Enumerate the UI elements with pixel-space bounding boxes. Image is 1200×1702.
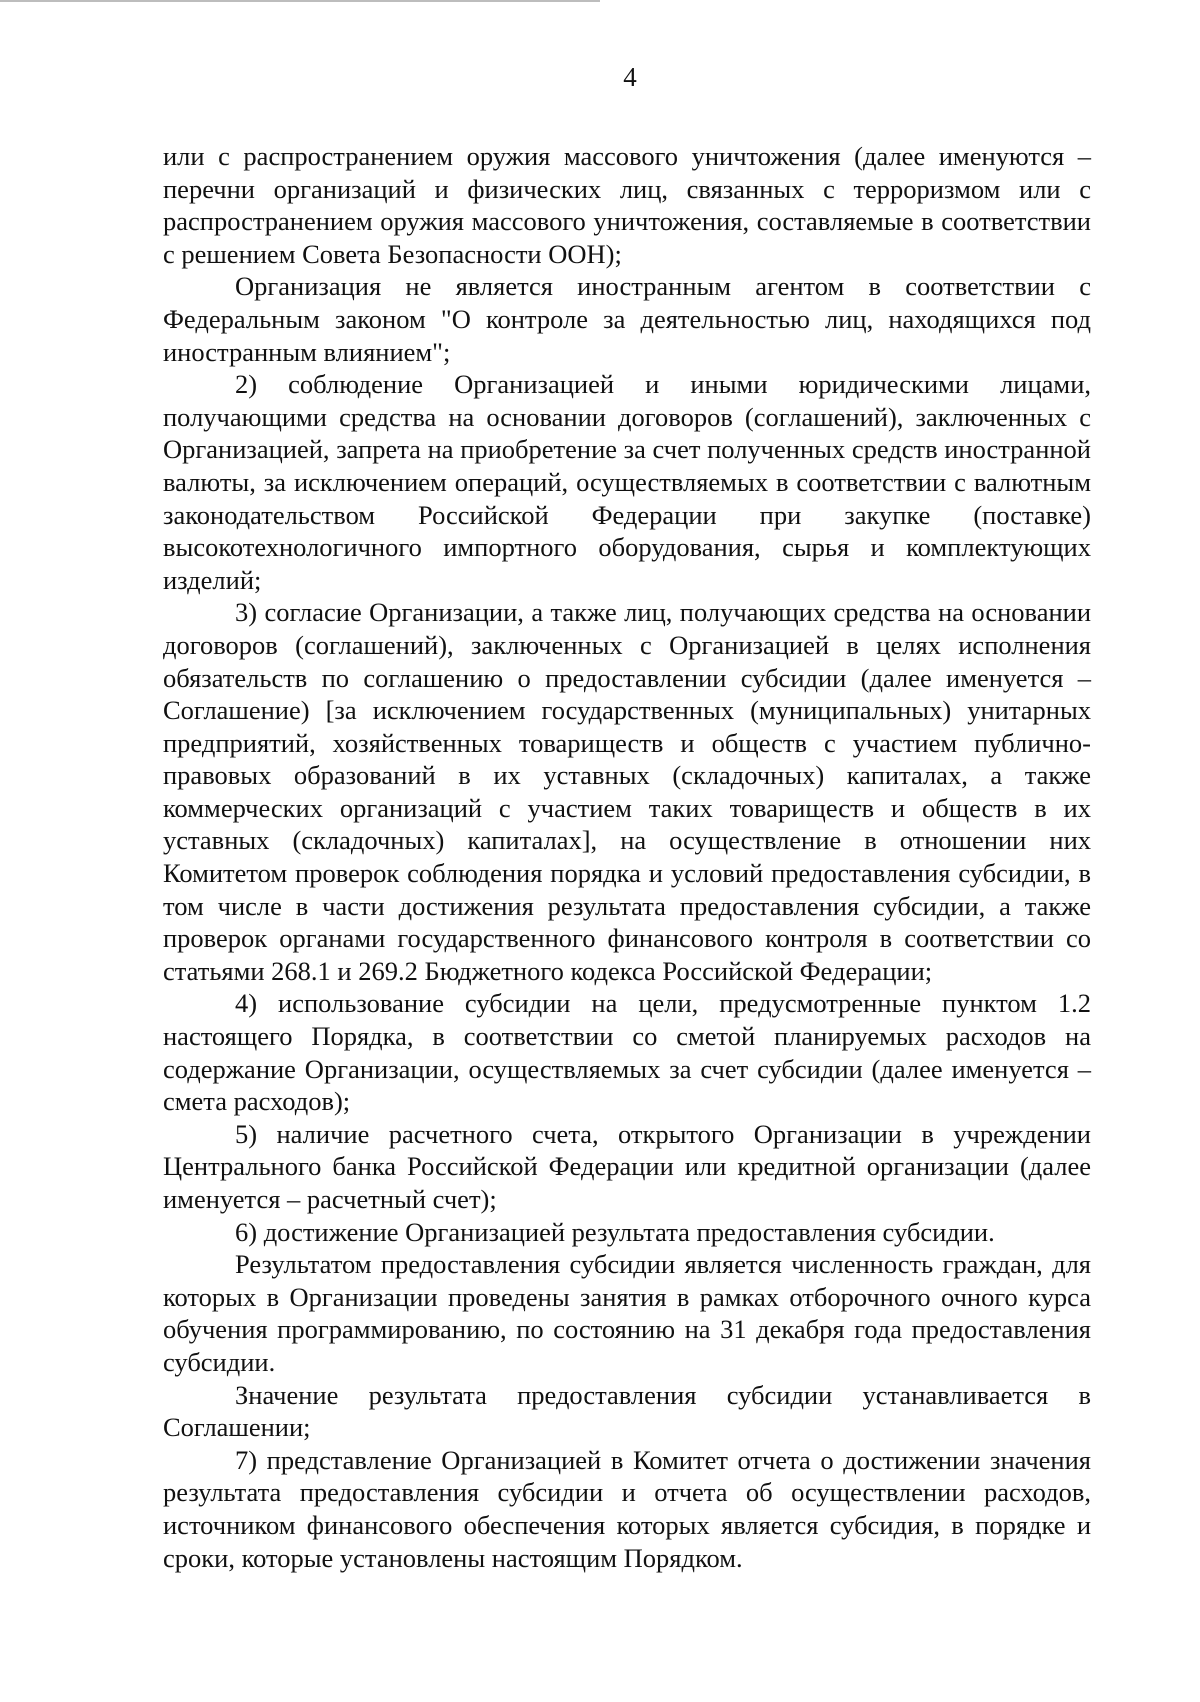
paragraph-item-7: 7) представление Организацией в Комитет отчета о достижении значения результата предоставления субсидии и отчета об осуществлении расходов, источником финансового обеспечения которых является субсидия, в порядке и сроки, которые установлены настоящим Порядком.: [163, 1444, 1091, 1573]
page-number: 4: [623, 62, 637, 92]
document-body: [163, 140, 1091, 1574]
paragraph-item-3: 3) согласие Организации, а также лиц, получающих средства на основании договоров (соглашений), заключенных с Организацией в целях исполнения обязательств по соглашению о предоставлении субсидии (далее именуется – Соглашение) [за исключением государственных (муниципальных) унитарных предприятий, хозяйственных товариществ и обществ с участием публично-правовых образований в их уставных (складочных) капиталах, а также коммерческих организаций с участием таких товариществ и обществ в их уставных (складочных) капиталах], на осуществление в отношении них Комитетом проверок соблюдения порядка и условий предоставления субсидии, в том числе в части достижения результата предоставления субсидии, а также проверок органами государственного финансового контроля в соответствии со статьями 268.1 и 269.2 Бюджетного кодекса Российской Федерации;: [163, 597, 1091, 986]
paragraph-item-2: 2) соблюдение Организацией и иными юридическими лицами, получающими средства на основании договоров (соглашений), заключенных с Организацией, запрета на приобретение за счет полученных средств иностранной валюты, за исключением операций, осуществляемых в соответствии с валютным законодательством Российской Федерации при закупке (поставке) высокотехнологичного импортного оборудования, сырья и комплектующих изделий;: [163, 369, 1091, 595]
paragraph-item-4: 4) использование субсидии на цели, предусмотренные пунктом 1.2 настоящего Порядка, в соответствии со сметой планируемых расходов на содержание Организации, осуществляемых за счет субсидии (далее именуется – смета расходов);: [163, 988, 1091, 1117]
paragraph-item-6: 6) достижение Организацией результата предоставления субсидии.: [235, 1216, 995, 1247]
paragraph-result: Результатом предоставления субсидии является численность граждан, для которых в Организации проведены занятия в рамках отборочного очного курса обучения программированию, по состоянию на 31 декабря года предоставления субсидии.: [163, 1249, 1091, 1377]
paragraph-foreign-agent: Организация не является иностранным агентом в соответствии с Федеральным законом "О контроле за деятельностью лиц, находящихся под иностранным влиянием";: [163, 271, 1091, 367]
paragraph-result-value: Значение результата предоставления субсидии устанавливается в Соглашении;: [163, 1379, 1091, 1443]
scan-edge-line: [0, 0, 600, 2]
paragraph-item-5: 5) наличие расчетного счета, открытого Организации в учреждении Центрального банка Российской Федерации или кредитной организации (далее именуется – расчетный счет);: [163, 1118, 1091, 1214]
paragraph-continuation: или с распространением оружия массового уничтожения (далее именуются – перечни организаций и физических лиц, связанных с терроризмом или с распространением оружия массового уничтожения, составляемые в соответствии с решением Совета Безопасности ООН);: [163, 141, 1091, 269]
